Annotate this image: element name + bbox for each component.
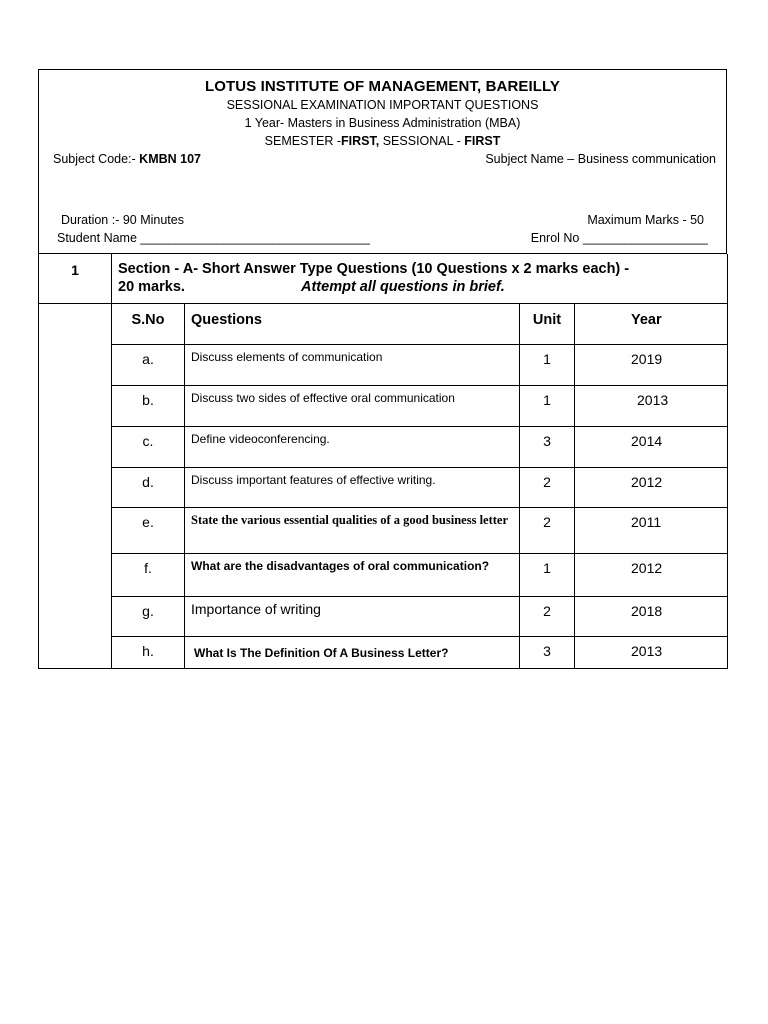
- row-question: Define videoconferencing.: [185, 426, 520, 467]
- row-sno: b.: [112, 385, 185, 426]
- row-unit: 1: [520, 553, 575, 596]
- paper-header: [38, 69, 727, 254]
- row-unit: 3: [520, 636, 575, 668]
- table-row: [39, 344, 728, 385]
- row-unit: 1: [520, 344, 575, 385]
- semester-line: [39, 134, 726, 148]
- maximum-marks: Maximum Marks - 50: [587, 213, 704, 227]
- row-sno: a.: [112, 344, 185, 385]
- sessional-prefix: SESSIONAL -: [379, 134, 465, 148]
- row-question: Importance of writing: [185, 596, 520, 636]
- row-question: Discuss important features of effective writing.: [185, 467, 520, 507]
- section-title: Section - A- Short Answer Type Questions (10 Questions x 2 marks each) -: [118, 261, 630, 277]
- section-marks-line: [118, 278, 721, 296]
- student-name-field[interactable]: Student Name _________________________________: [57, 231, 370, 245]
- row-question: Discuss elements of communication: [185, 344, 520, 385]
- subject-code-value: KMBN 107: [139, 152, 201, 166]
- table-row: [39, 385, 728, 426]
- row-sno: d.: [112, 467, 185, 507]
- header-year: Year: [575, 303, 728, 344]
- blank-column: [39, 303, 112, 668]
- row-question: Discuss two sides of effective oral communication: [185, 385, 520, 426]
- row-year: 2014: [575, 426, 728, 467]
- header-questions: Questions: [185, 303, 520, 344]
- row-unit: 2: [520, 507, 575, 553]
- institute-title: LOTUS INSTITUTE OF MANAGEMENT, BAREILLY: [204, 78, 560, 95]
- row-year: 2012: [575, 553, 728, 596]
- semester-prefix: SEMESTER -: [264, 134, 342, 148]
- exam-title: SESSIONAL EXAMINATION IMPORTANT QUESTIONS: [226, 98, 539, 112]
- program-name: 1 Year- Masters in Business Administration (MBA): [244, 116, 521, 130]
- subject-code-label: Subject Code:-: [53, 152, 140, 166]
- section-row: [39, 254, 728, 303]
- section-marks: 20 marks.: [118, 279, 185, 295]
- row-year: 2018: [575, 596, 728, 636]
- section-heading: [112, 254, 728, 303]
- duration: Duration :- 90 Minutes: [61, 213, 184, 227]
- questions-table: [38, 254, 728, 669]
- section-number: 1: [39, 254, 112, 303]
- row-year: 2019: [575, 344, 728, 385]
- table-row: [39, 426, 728, 467]
- table-header-row: [39, 303, 728, 344]
- question-paper: [38, 69, 727, 669]
- row-year: 2011: [575, 507, 728, 553]
- row-year: 2012: [575, 467, 728, 507]
- sessional-value: FIRST: [464, 134, 501, 148]
- table-row: [39, 467, 728, 507]
- row-unit: 2: [520, 467, 575, 507]
- table-row: [39, 507, 728, 553]
- subject-name: Subject Name – Business communication: [485, 152, 716, 166]
- row-unit: 3: [520, 426, 575, 467]
- row-sno: f.: [112, 553, 185, 596]
- section-instruction: Attempt all questions in brief.: [301, 279, 505, 295]
- enrol-no-field[interactable]: Enrol No __________________: [530, 231, 708, 245]
- semester-value: FIRST,: [341, 134, 380, 148]
- row-question: What Is The Definition Of A Business Letter?: [185, 636, 520, 668]
- row-question: State the various essential qualities of a good business letter: [185, 507, 520, 553]
- row-sno: e.: [112, 507, 185, 553]
- row-sno: h.: [112, 636, 185, 668]
- row-year: 2013: [575, 636, 728, 668]
- table-row: [39, 596, 728, 636]
- header-sno: S.No: [112, 303, 185, 344]
- row-unit: 2: [520, 596, 575, 636]
- table-row: [39, 636, 728, 668]
- subject-code: [53, 152, 201, 166]
- row-unit: 1: [520, 385, 575, 426]
- row-year: 2013: [575, 385, 728, 426]
- row-question: What are the disadvantages of oral communication?: [185, 553, 520, 596]
- header-unit: Unit: [520, 303, 575, 344]
- row-sno: c.: [112, 426, 185, 467]
- table-row: [39, 553, 728, 596]
- row-sno: g.: [112, 596, 185, 636]
